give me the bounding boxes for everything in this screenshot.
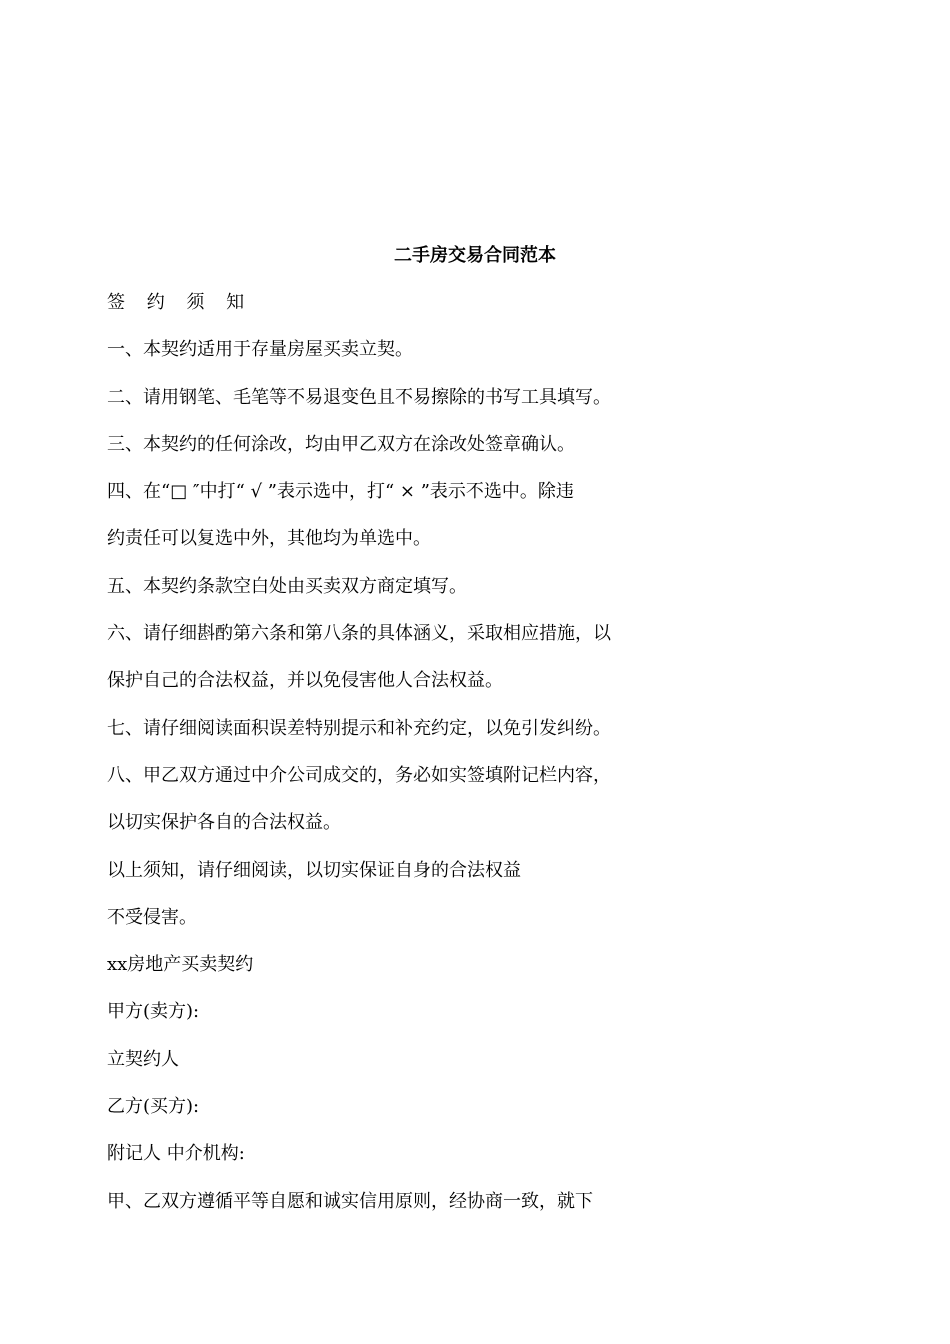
contract-name: xx房地产买卖契约 [107,954,254,976]
notice-item-7: 七、请仔细阅读面积误差特别提示和补充约定，以免引发纠纷。 [107,717,611,739]
contract-preamble: 甲、乙双方遵循平等自愿和诚实信用原则，经协商一致，就下 [107,1190,593,1212]
notice-heading: 签 约 须 知 [107,292,253,313]
notice-closing-line-1: 以上须知，请仔细阅读，以切实保证自身的合法权益 [107,859,521,881]
notice-item-4-line-2: 约责任可以复选中外，其他均为单选中。 [107,528,431,550]
notice-item-4-line-1: 四、在“□ ″中打“ √ ”表示选中，打“ × ”表示不选中。除违 [107,481,574,503]
document-title-text: 二手房交易合同范本 [394,245,556,266]
party-a-label: 甲方(卖方): [107,1001,200,1023]
notice-item-6-line-1: 六、请仔细斟酌第六条和第八条的具体涵义，采取相应措施，以 [107,623,611,645]
notice-item-8-line-1: 八、甲乙双方通过中介公司成交的，务必如实签填附记栏内容， [107,764,611,786]
notice-item-2: 二、请用钢笔、毛笔等不易退变色且不易擦除的书写工具填写。 [107,386,611,408]
notice-item-1: 一、本契约适用于存量房屋买卖立契。 [107,339,413,361]
notice-item-3: 三、本契约的任何涂改，均由甲乙双方在涂改处签章确认。 [107,433,575,455]
document-body [107,290,807,1236]
document-title [0,243,950,269]
notice-item-8-line-2: 以切实保护各自的合法权益。 [107,812,341,834]
agency-label: 附记人 中介机构: [107,1143,245,1165]
notice-closing-line-2: 不受侵害。 [107,906,197,928]
notice-item-5: 五、本契约条款空白处由买卖双方商定填写。 [107,575,467,597]
notice-item-6-line-2: 保护自己的合法权益，并以免侵害他人合法权益。 [107,670,503,692]
signatory-label: 立契约人 [107,1048,179,1070]
party-b-label: 乙方(买方): [107,1096,200,1118]
